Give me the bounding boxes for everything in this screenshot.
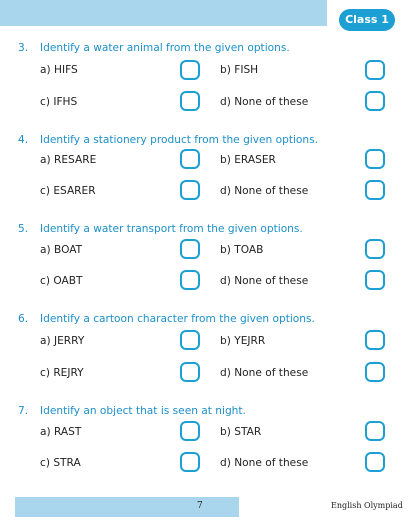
question-4: [18, 134, 398, 146]
question-text: Identify a water transport from the given options.: [40, 223, 303, 235]
answer-checkbox[interactable]: [180, 60, 200, 80]
option-c-label: c) IFHS: [40, 96, 78, 108]
option-b-label: b) TOAB: [220, 244, 264, 256]
option-d-label: d) None of these: [220, 457, 309, 469]
answer-checkbox[interactable]: [365, 452, 385, 472]
question-number: 4.: [18, 134, 29, 146]
answer-checkbox[interactable]: [365, 270, 385, 290]
answer-checkbox[interactable]: [180, 180, 200, 200]
answer-checkbox[interactable]: [365, 149, 385, 169]
answer-checkbox[interactable]: [180, 239, 200, 259]
question-6: [18, 313, 398, 325]
answer-checkbox[interactable]: [180, 452, 200, 472]
question-number: 7.: [18, 405, 29, 417]
option-a-label: a) RESARE: [40, 154, 97, 166]
option-d-label: d) None of these: [220, 367, 309, 379]
answer-checkbox[interactable]: [180, 330, 200, 350]
question-number: 3.: [18, 42, 29, 54]
question-number: 6.: [18, 313, 29, 325]
question-5: [18, 223, 398, 235]
class-badge: Class 1: [339, 9, 395, 31]
answer-checkbox[interactable]: [180, 91, 200, 111]
page-number: 7: [197, 501, 203, 511]
answer-checkbox[interactable]: [365, 180, 385, 200]
option-d-label: d) None of these: [220, 96, 309, 108]
answer-checkbox[interactable]: [180, 149, 200, 169]
answer-checkbox[interactable]: [180, 270, 200, 290]
answer-checkbox[interactable]: [365, 60, 385, 80]
option-d-label: d) None of these: [220, 275, 309, 287]
question-text: Identify a cartoon character from the given options.: [40, 313, 315, 325]
option-b-label: b) FISH: [220, 64, 259, 76]
question-3: [18, 42, 398, 54]
option-c-label: c) REJRY: [40, 367, 84, 379]
header-bar: [0, 0, 327, 26]
option-b-label: b) ERASER: [220, 154, 276, 166]
option-a-label: a) JERRY: [40, 335, 85, 347]
answer-checkbox[interactable]: [365, 91, 385, 111]
question-text: Identify an object that is seen at night.: [40, 405, 246, 417]
question-text: Identify a stationery product from the given options.: [40, 134, 318, 146]
option-a-label: a) HIFS: [40, 64, 78, 76]
option-c-label: c) OABT: [40, 275, 83, 287]
answer-checkbox[interactable]: [180, 421, 200, 441]
option-a-label: a) RAST: [40, 426, 82, 438]
option-b-label: b) STAR: [220, 426, 262, 438]
answer-checkbox[interactable]: [365, 239, 385, 259]
option-a-label: a) BOAT: [40, 244, 83, 256]
question-number: 5.: [18, 223, 29, 235]
option-b-label: b) YEJRR: [220, 335, 266, 347]
answer-checkbox[interactable]: [180, 362, 200, 382]
option-c-label: c) STRA: [40, 457, 81, 469]
answer-checkbox[interactable]: [365, 330, 385, 350]
answer-checkbox[interactable]: [365, 421, 385, 441]
footer-title: English Olympiad: [331, 501, 403, 510]
option-d-label: d) None of these: [220, 185, 309, 197]
answer-checkbox[interactable]: [365, 362, 385, 382]
question-text: Identify a water animal from the given options.: [40, 42, 290, 54]
question-7: [18, 405, 398, 417]
option-c-label: c) ESARER: [40, 185, 96, 197]
